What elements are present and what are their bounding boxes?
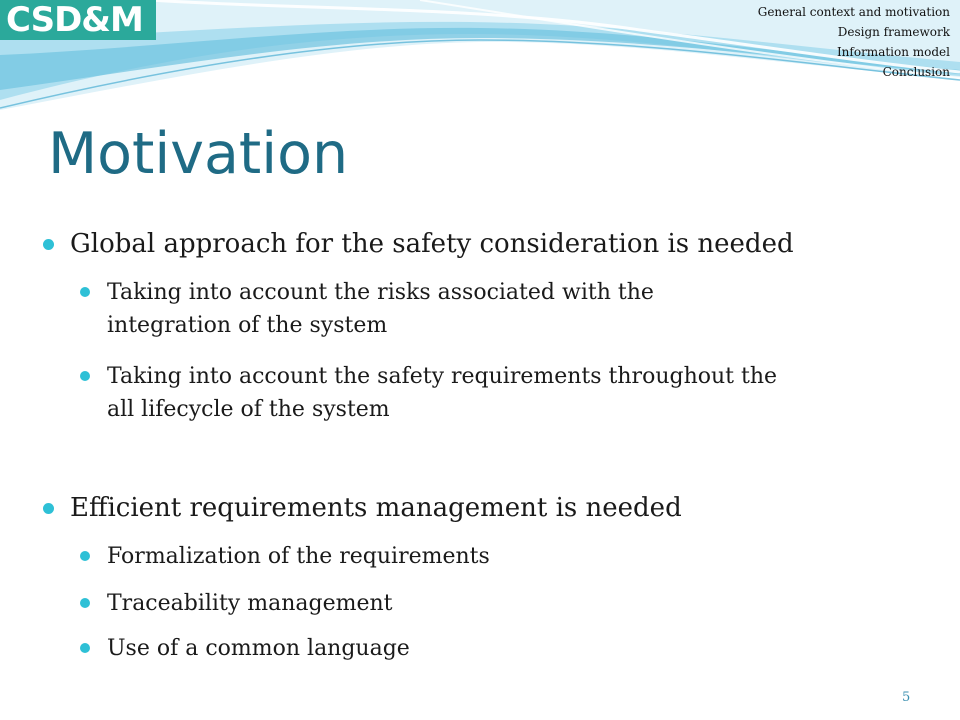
bullet-dot-icon: [80, 371, 90, 381]
bullet-dot-icon: [80, 643, 90, 653]
nav-item-design-framework[interactable]: Design framework: [837, 25, 950, 39]
slide-title: Motivation: [48, 121, 349, 187]
nav-item-general-context[interactable]: General context and motivation: [757, 5, 950, 19]
bullet-dot-icon: [80, 551, 90, 561]
sub-bullet-text: Use of a common language: [107, 636, 410, 661]
nav-item-information-model[interactable]: Information model: [836, 45, 950, 59]
sub-bullet-text: Traceability management: [107, 591, 393, 616]
page-number: 5: [902, 690, 911, 705]
sub-bullet-formalization: [107, 540, 490, 573]
sub-bullet-text-continued: all lifecycle of the system: [107, 397, 390, 422]
sub-bullet-text: Formalization of the requirements: [107, 544, 490, 569]
sub-bullet-safety-requirements: [107, 360, 777, 426]
bullet-dot-icon: [43, 503, 54, 514]
sub-bullet-text: Taking into account the risks associated with the: [107, 280, 654, 305]
sub-bullet-text-continued: integration of the system: [107, 313, 388, 338]
bullet-text: Global approach for the safety consideration is needed: [70, 229, 794, 259]
bullet-text: Efficient requirements management is needed: [70, 493, 682, 523]
bullet-dot-icon: [80, 287, 90, 297]
nav-item-conclusion[interactable]: Conclusion: [882, 65, 950, 79]
bullet-requirements-management: [70, 490, 682, 526]
logo: CSD&M: [0, 0, 156, 40]
sub-bullet-text: Taking into account the safety requirements throughout the: [107, 364, 778, 389]
bullet-global-approach: [70, 226, 794, 262]
sub-bullet-risks: [107, 276, 654, 342]
bullet-dot-icon: [43, 239, 54, 250]
bullet-dot-icon: [80, 598, 90, 608]
sub-bullet-traceability: [107, 587, 392, 620]
sub-bullet-common-language: [107, 632, 410, 665]
